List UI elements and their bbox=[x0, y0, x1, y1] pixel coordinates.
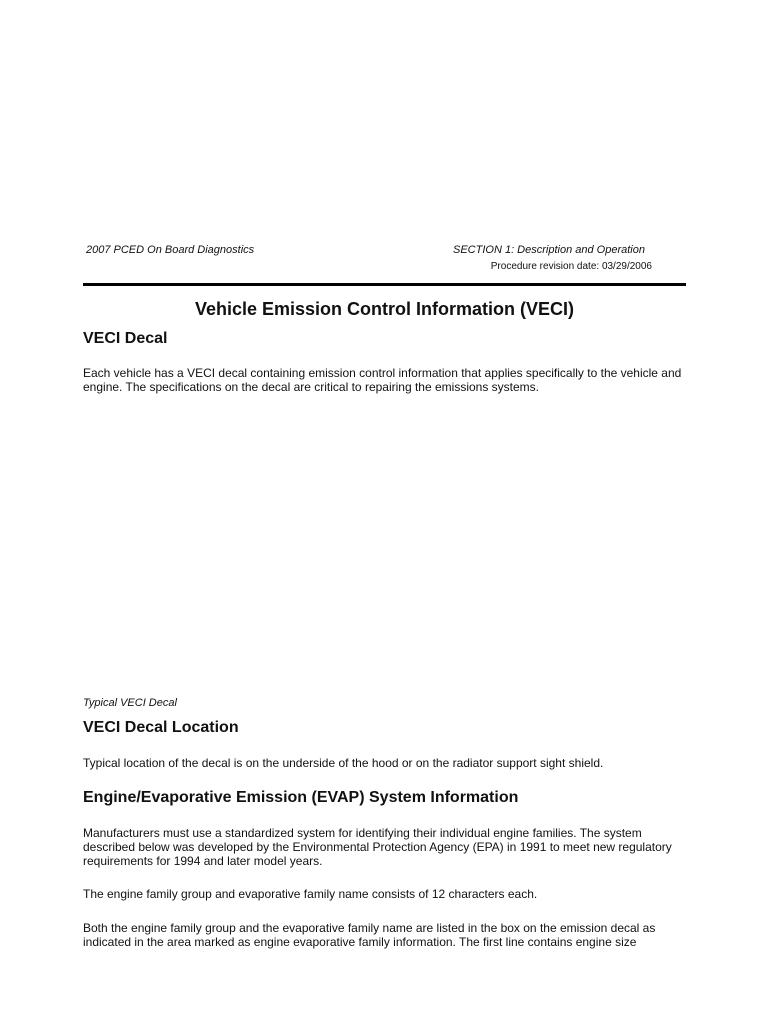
paragraph-evap-standardized-system: Manufacturers must use a standardized system for identifying their individual engine families. The system described below was developed by the Environmental Protection Agency (EPA) in 1991 to meet new regulatory requirements for 1994 and later model years. bbox=[83, 826, 672, 868]
header-document-title: 2007 PCED On Board Diagnostics bbox=[86, 244, 255, 256]
header-revision-date: Procedure revision date: 03/29/2006 bbox=[490, 261, 652, 272]
paragraph-veci-decal: Each vehicle has a VECI decal containing emission control information that applies specifically to the vehicle and engine. The specifications on the decal are critical to repairing the emissions systems. bbox=[83, 366, 682, 394]
heading-veci-decal-location: VECI Decal Location bbox=[83, 719, 239, 736]
figure-caption: Typical VECI Decal bbox=[83, 697, 177, 709]
paragraph-evap-decal-box: Both the engine family group and the evaporative family name are listed in the box on the emission decal as indicated in the area marked as engine evaporative family information. The first line contains engine size bbox=[83, 921, 656, 949]
header-section-title: SECTION 1: Description and Operation bbox=[453, 244, 645, 256]
paragraph-evap-character-count: The engine family group and evaporative family name consists of 12 characters each. bbox=[83, 887, 538, 901]
page-title: Vehicle Emission Control Information (VECI) bbox=[194, 299, 575, 319]
heading-veci-decal: VECI Decal bbox=[83, 330, 168, 347]
paragraph-veci-decal-location: Typical location of the decal is on the underside of the hood or on the radiator support sight shield. bbox=[83, 756, 604, 770]
heading-evap-system-information: Engine/Evaporative Emission (EVAP) System Information bbox=[83, 789, 519, 806]
header-divider bbox=[83, 283, 686, 286]
